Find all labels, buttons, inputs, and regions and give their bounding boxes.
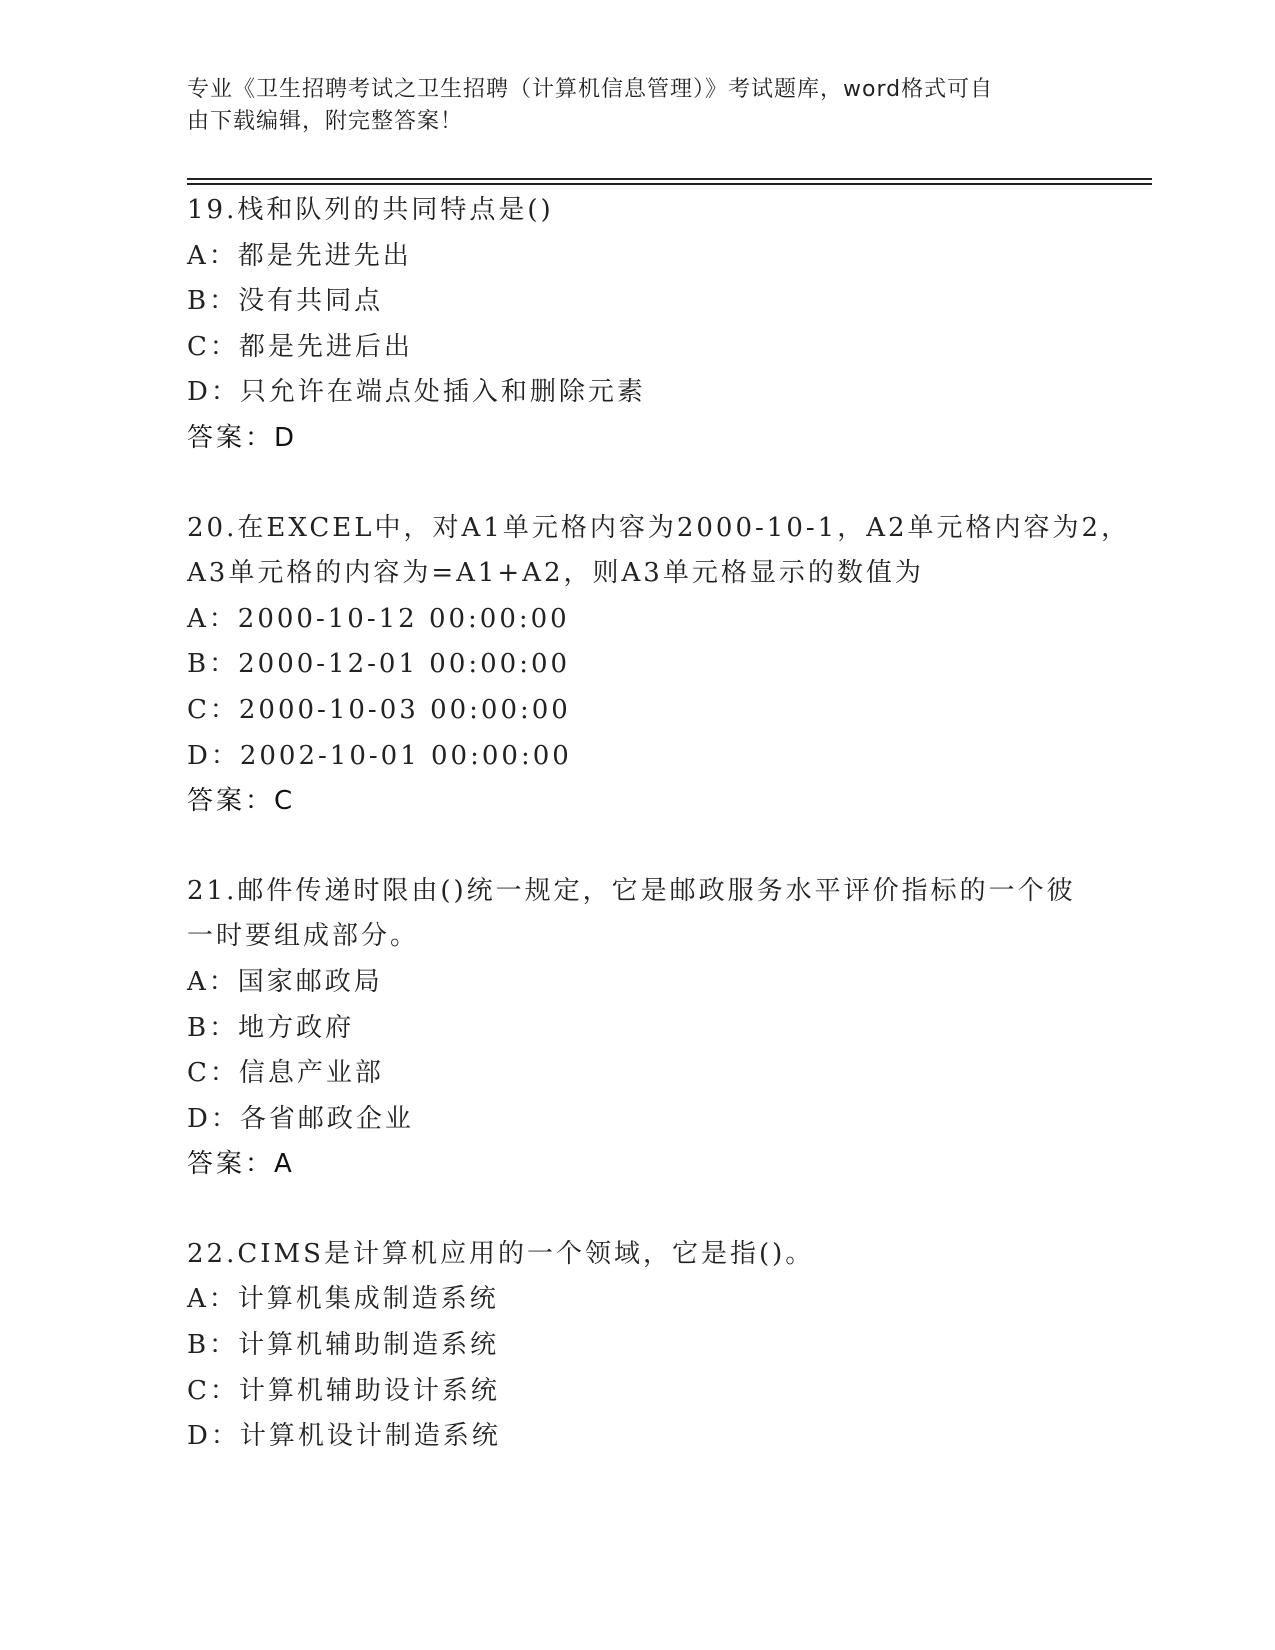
option-d: D：2002-10-01 00:00:00	[187, 740, 572, 771]
header-line-1: 专业《卫生招聘考试之卫生招聘（计算机信息管理）》考试题库，word格式可自	[187, 77, 994, 102]
document-header	[187, 74, 1067, 138]
question-19	[187, 188, 1087, 462]
question-stem: 22.CIMS是计算机应用的一个领域，它是指()。	[187, 1238, 815, 1269]
option-b: B：2000-12-01 00:00:00	[187, 649, 571, 680]
header-divider-bottom	[187, 183, 1152, 185]
option-a: A：国家邮政局	[187, 966, 383, 997]
answer-line: 答案：D	[187, 422, 298, 453]
question-20	[187, 506, 1131, 825]
question-stem: 19.栈和队列的共同特点是()	[187, 195, 554, 225]
question-22	[187, 1232, 1087, 1460]
option-c: C：2000-10-03 00:00:00	[187, 694, 571, 725]
option-b: B：计算机辅助制造系统	[187, 1330, 500, 1361]
header-divider-top	[187, 178, 1152, 180]
option-c: C：计算机辅助设计系统	[187, 1375, 500, 1406]
question-stem-continued: A3单元格的内容为=A1+A2，则A3单元格显示的数值为	[187, 558, 924, 589]
option-a: A：2000-10-12 00:00:00	[187, 603, 570, 634]
option-d: D：各省邮政企业	[187, 1103, 414, 1134]
question-stem: 20.在EXCEL中，对A1单元格内容为2000-10-1，A2单元格内容为2，	[187, 512, 1131, 543]
question-stem-continued: 一时要组成部分。	[187, 921, 420, 952]
answer-line: 答案：C	[187, 786, 296, 817]
option-c: C：信息产业部	[187, 1058, 384, 1089]
answer-line: 答案：A	[187, 1149, 295, 1180]
question-stem: 21.邮件传递时限由()统一规定，它是邮政服务水平评价指标的一个彼	[187, 875, 1076, 906]
option-b: B：地方政府	[187, 1012, 355, 1043]
option-b: B：没有共同点	[187, 286, 384, 317]
header-line-2: 由下载编辑，附完整答案！	[187, 109, 464, 134]
question-21	[187, 869, 1087, 1188]
question-list	[187, 188, 1131, 1504]
option-c: C：都是先进后出	[187, 331, 413, 362]
option-d: D：只允许在端点处插入和删除元素	[187, 377, 646, 408]
option-a: A：都是先进先出	[187, 240, 412, 271]
option-a: A：计算机集成制造系统	[187, 1284, 499, 1315]
option-d: D：计算机设计制造系统	[187, 1421, 501, 1452]
